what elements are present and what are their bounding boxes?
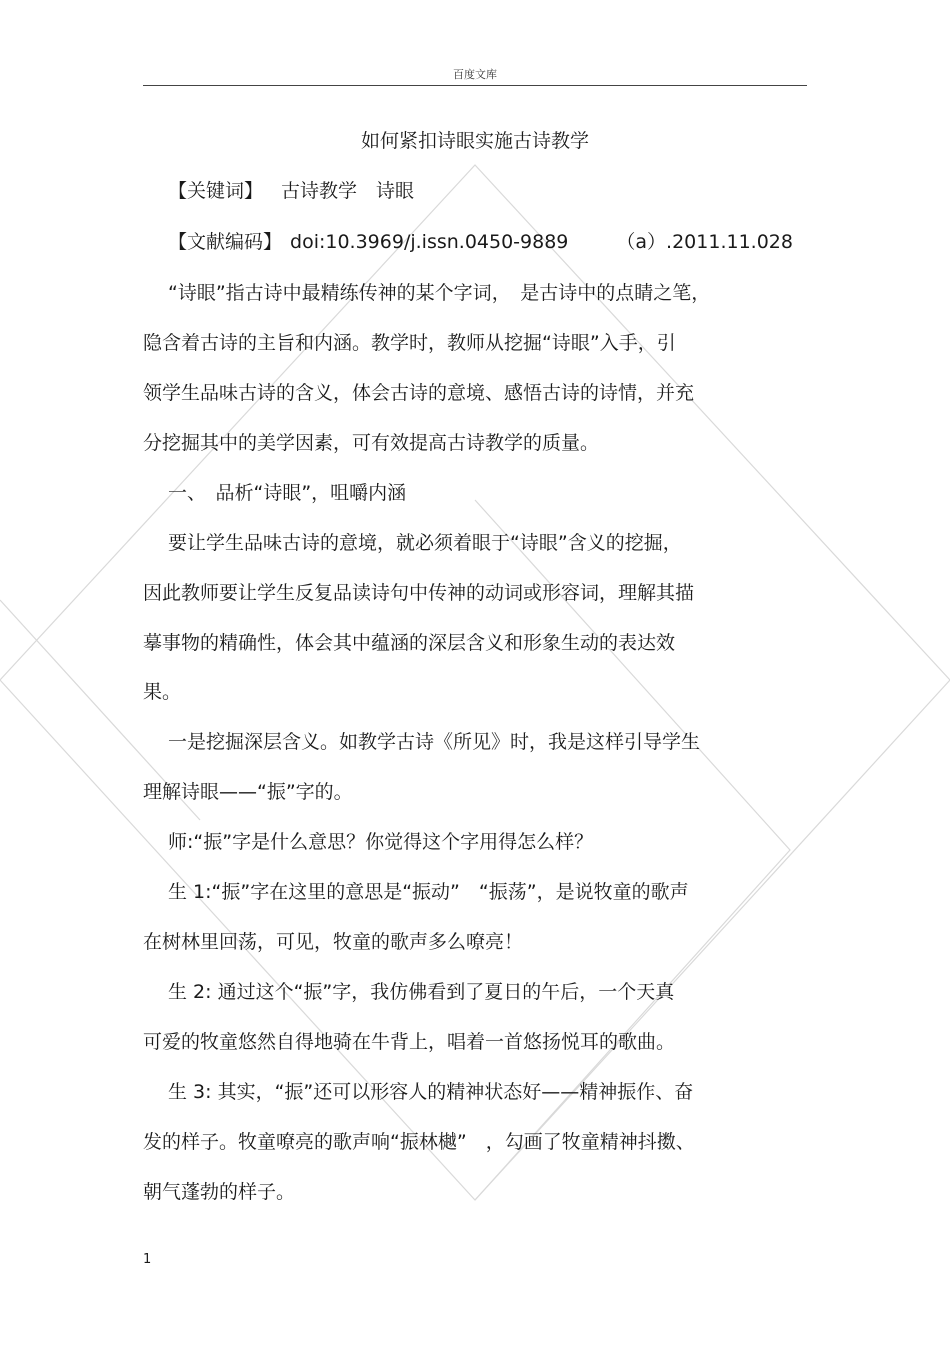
- body-line: 因此教师要让学生反复品读诗句中传神的动词或形容词，理解其描: [143, 582, 695, 604]
- doc-code-doi: doi:10.3969/j.issn.0450-9889: [290, 231, 569, 253]
- dialogue-line: 生 1:“振”字在这里的意思是“振动” “振荡”，是说牧童的歌声: [168, 881, 689, 903]
- body-line: 隐含着古诗的主旨和内涵。教学时，教师从挖掘“诗眼”入手，引: [143, 332, 676, 354]
- body-line: 在树林里回荡，可见，牧童的歌声多么嘹亮！: [143, 931, 524, 953]
- doc-code-line: [168, 230, 793, 254]
- page-header: 百度文库: [453, 68, 497, 81]
- dialogue-line: 生 3: 其实，“振”还可以形容人的精神状态好——精神振作、奋: [168, 1081, 694, 1103]
- section-heading: 一、 品析“诗眼”，咀嚼内涵: [168, 482, 407, 504]
- document-title: 如何紧扣诗眼实施古诗教学: [360, 130, 589, 152]
- dialogue-line: 师:“振”字是什么意思？你觉得这个字用得怎么样？: [168, 831, 594, 853]
- header-rule: [143, 85, 807, 86]
- body-line: 领学生品味古诗的含义，体会古诗的意境、感悟古诗的诗情，并充: [143, 382, 695, 404]
- body-line: “诗眼”指古诗中最精练传神的某个字词， 是古诗中的点睛之笔，: [168, 282, 711, 304]
- keywords-value: 古诗教学 诗眼: [281, 180, 415, 202]
- body-line: 要让学生品味古诗的意境，就必须着眼于“诗眼”含义的挖掘，: [168, 532, 682, 554]
- body-line: 可爱的牧童悠然自得地骑在牛背上，唱着一首悠扬悦耳的歌曲。: [143, 1031, 676, 1053]
- body-line: 朝气蓬勃的样子。: [143, 1181, 296, 1203]
- body-line: 分挖掘其中的美学因素，可有效提高古诗教学的质量。: [143, 432, 600, 454]
- body-line: 一是挖掘深层含义。如教学古诗《所见》时，我是这样引导学生: [168, 731, 701, 753]
- doc-code-suffix: （a）.2011.11.028: [616, 231, 793, 253]
- page-number: 1: [143, 1252, 152, 1267]
- body-line: 摹事物的精确性，体会其中蕴涵的深层含义和形象生动的表达效: [143, 632, 676, 654]
- body-line: 理解诗眼——“振”字的。: [143, 781, 353, 803]
- dialogue-line: 生 2: 通过这个“振”字，我仿佛看到了夏日的午后，一个天真: [168, 981, 675, 1003]
- keywords-label: 【关键词】: [168, 180, 264, 202]
- keywords-line: [168, 179, 414, 203]
- doc-code-label: 【文献编码】: [168, 231, 283, 253]
- body-line: 果。: [143, 681, 182, 703]
- body-line: 发的样子。牧童嘹亮的歌声响“振林樾” ，勾画了牧童精神抖擞、: [143, 1131, 695, 1153]
